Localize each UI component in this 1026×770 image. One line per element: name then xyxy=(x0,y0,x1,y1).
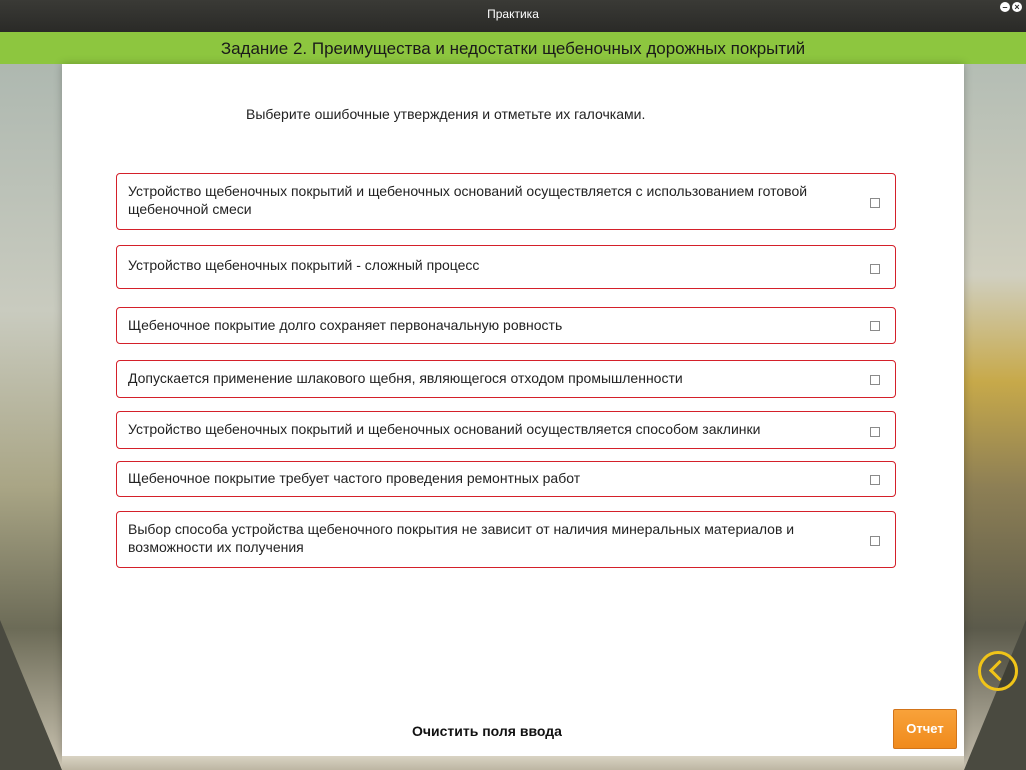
statement-text: Устройство щебеночных покрытий - сложный процесс xyxy=(128,257,480,273)
statement-item-2[interactable] xyxy=(116,245,896,289)
minimize-icon[interactable]: – xyxy=(1000,2,1010,12)
window-title-bar xyxy=(0,0,1026,32)
statement-checkbox[interactable] xyxy=(870,427,880,437)
statement-checkbox[interactable] xyxy=(870,321,880,331)
statement-checkbox[interactable] xyxy=(870,375,880,385)
background-corner-left xyxy=(0,620,62,770)
statement-checkbox[interactable] xyxy=(870,198,880,208)
window-controls xyxy=(1000,2,1022,12)
report-button[interactable]: Отчет xyxy=(893,709,957,749)
statement-text: Выбор способа устройства щебеночного покрытия не зависит от наличия минеральных материалов и возможности их получения xyxy=(128,521,795,555)
window-title: Практика xyxy=(487,7,539,21)
statement-text: Допускается применение шлакового щебня, являющегося отходом промышленности xyxy=(128,370,683,386)
back-button[interactable] xyxy=(978,651,1018,691)
content-panel xyxy=(62,64,964,756)
bottom-strip xyxy=(62,756,964,770)
statement-item-7[interactable] xyxy=(116,511,896,568)
statement-text: Устройство щебеночных покрытий и щебеночных оснований осуществляется способом заклинки xyxy=(128,421,761,437)
task-title: Задание 2. Преимущества и недостатки щебеночных дорожных покрытий xyxy=(220,39,806,58)
statement-text: Щебеночное покрытие требует частого проведения ремонтных работ xyxy=(128,470,581,486)
statement-text: Щебеночное покрытие долго сохраняет первоначальную ровность xyxy=(128,317,563,333)
statement-text: Устройство щебеночных покрытий и щебеночных оснований осуществляется с использованием готовой щебеночной смеси xyxy=(128,183,808,217)
close-icon[interactable]: × xyxy=(1012,2,1022,12)
clear-fields-button[interactable]: Очистить поля ввода xyxy=(412,723,562,739)
statement-item-6[interactable] xyxy=(116,461,896,497)
background-corner-right xyxy=(964,620,1026,770)
statement-item-1[interactable] xyxy=(116,173,896,230)
statement-item-3[interactable] xyxy=(116,307,896,344)
statement-checkbox[interactable] xyxy=(870,475,880,485)
statement-checkbox[interactable] xyxy=(870,264,880,274)
statement-checkbox[interactable] xyxy=(870,536,880,546)
task-header xyxy=(0,32,1026,64)
statement-item-4[interactable] xyxy=(116,360,896,398)
chevron-left-icon xyxy=(989,660,1010,681)
statement-item-5[interactable] xyxy=(116,411,896,449)
instruction-text: Выберите ошибочные утверждения и отметьте их галочками. xyxy=(246,106,646,122)
